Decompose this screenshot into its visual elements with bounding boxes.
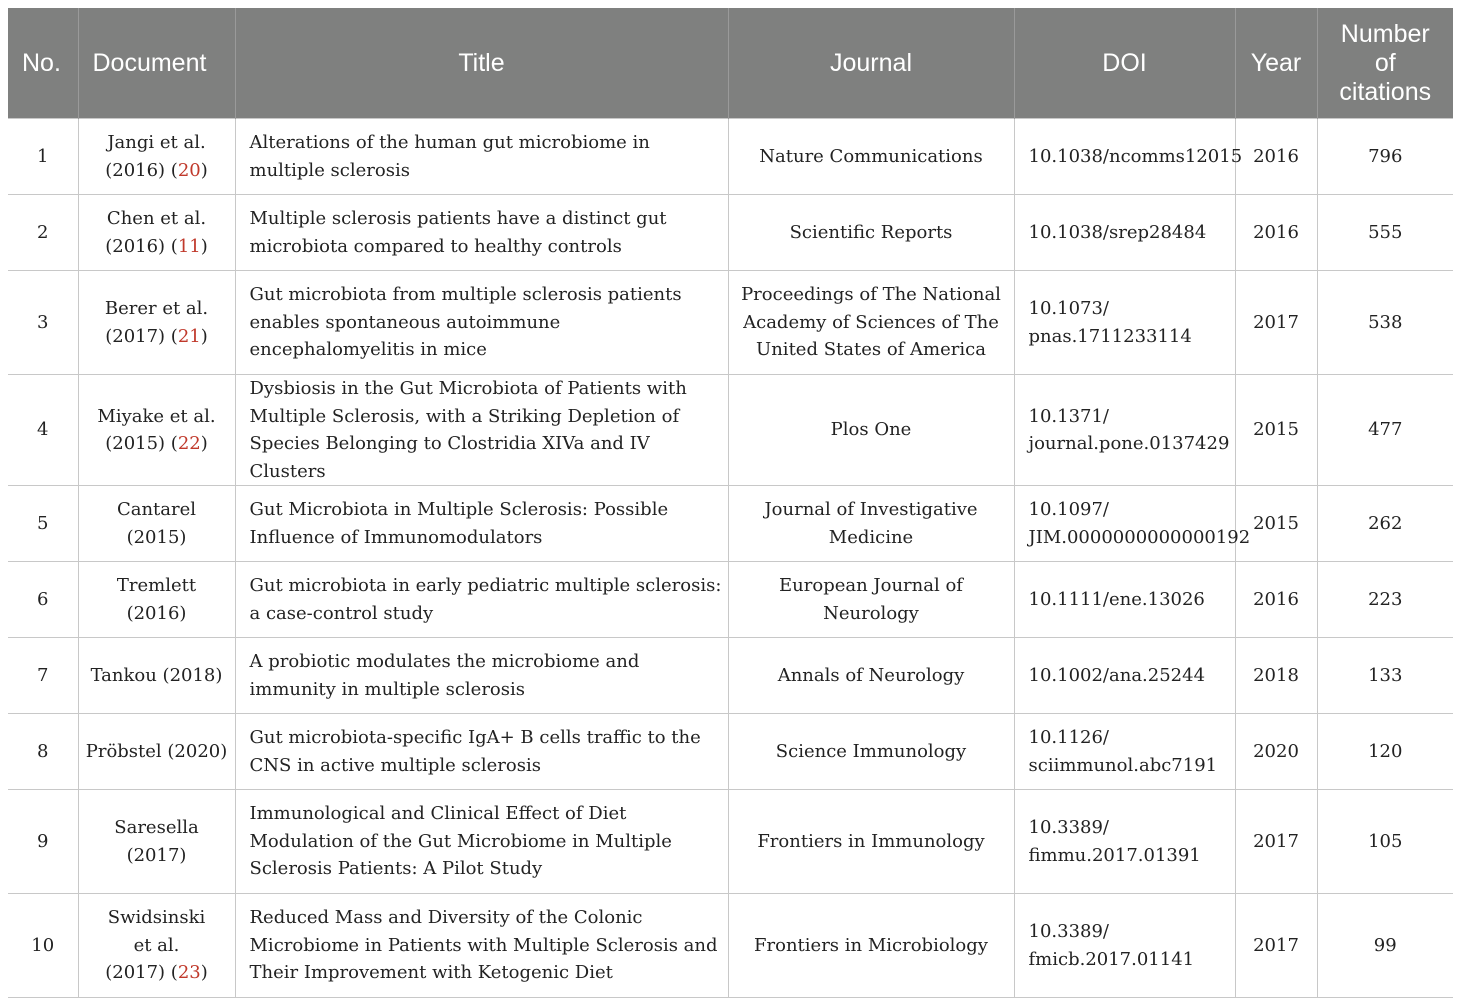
cell-document (78, 790, 235, 894)
document-author: Berer et al. (104, 298, 209, 319)
cell-no: 6 (8, 562, 78, 638)
cell-citations: 133 (1317, 638, 1453, 714)
cell-document: Chen et al. (2016) (11) (78, 195, 235, 271)
cell-year: 2018 (1235, 638, 1317, 714)
cell-title: Immunological and Clinical Effect of Diet Modulation of the Gut Microbiome in Multiple Sclerosis Patients: A Pilot Study (235, 790, 728, 894)
header-document: Document (78, 8, 235, 119)
document-author: Saresella (114, 817, 199, 838)
cell-year: 2015 (1235, 486, 1317, 562)
document-author: Tremlett (116, 575, 197, 596)
cell-citations: 120 (1317, 714, 1453, 790)
cell-journal: Plos One (728, 375, 1014, 486)
cell-doi: 10.1038/srep28484 (1014, 195, 1235, 271)
cell-document (78, 714, 235, 790)
cell-journal: Science Immunology (728, 714, 1014, 790)
cell-doi: 10.1126/ sciimmunol.abc7191 (1014, 714, 1235, 790)
cell-document: Jangi et al. (2016) (20) (78, 119, 235, 195)
header-citations-line3: citations (1339, 77, 1432, 106)
cell-citations: 223 (1317, 562, 1453, 638)
cell-document (78, 562, 235, 638)
cell-journal: Frontiers in Microbiology (728, 894, 1014, 998)
table-row (8, 375, 1453, 486)
cell-no: 7 (8, 638, 78, 714)
document-author: Swidsinski (107, 907, 206, 929)
cell-citations: 555 (1317, 195, 1453, 271)
cell-title: Reduced Mass and Diversity of the Colonic Microbiome in Patients with Multiple Sclerosis and Their Improvement with Ketogenic Diet (235, 894, 728, 998)
document-author-cont: (2016) (105, 235, 166, 257)
reference-link[interactable]: 22 (177, 433, 201, 454)
cell-document (78, 486, 235, 562)
document-author-cont: (2017) (126, 844, 187, 866)
cell-citations: 796 (1317, 119, 1453, 195)
document-author: Jangi et al. (107, 132, 206, 153)
cell-year: 2015 (1235, 375, 1317, 486)
cell-doi: 10.1073/ pnas.1711233114 (1014, 271, 1235, 375)
cell-year: 2016 (1235, 562, 1317, 638)
cell-doi: 10.1038/ncomms12015 (1014, 119, 1235, 195)
cell-no: 3 (8, 271, 78, 375)
cell-title: Alterations of the human gut microbiome in multiple sclerosis (235, 119, 728, 195)
cell-citations: 538 (1317, 271, 1453, 375)
cell-title: Gut Microbiota in Multiple Sclerosis: Possible Influence of Immunomodulators (235, 486, 728, 562)
header-citations-line2: of (1374, 48, 1396, 77)
cell-citations: 477 (1317, 375, 1453, 486)
cell-year: 2016 (1235, 195, 1317, 271)
cell-doi: 10.1371/ journal.pone.0137429 (1014, 375, 1235, 486)
reference-link[interactable]: 23 (177, 962, 201, 984)
cell-doi: 10.1111/ene.13026 (1014, 562, 1235, 638)
citations-table (8, 8, 1453, 998)
cell-journal: Journal of Investigative Medicine (728, 486, 1014, 562)
cell-title: A probiotic modulates the microbiome and immunity in multiple sclerosis (235, 638, 728, 714)
cell-no: 4 (8, 375, 78, 486)
cell-doi: 10.1002/ana.25244 (1014, 638, 1235, 714)
document-author: Miyake et al. (97, 405, 216, 427)
cell-year: 2017 (1235, 790, 1317, 894)
header-no: No. (8, 8, 78, 119)
table-row (8, 119, 1453, 195)
table-row (8, 894, 1453, 998)
table-row (8, 790, 1453, 894)
header-citations-line1: Number (1340, 19, 1430, 48)
document-author: Tankou (2018) (90, 664, 223, 686)
cell-title: Gut microbiota-specific IgA+ B cells traffic to the CNS in active multiple sclerosis (235, 714, 728, 790)
cell-journal: Nature Communications (728, 119, 1014, 195)
cell-document: Berer et al. (2017) (21) (78, 271, 235, 375)
document-author: Cantarel (116, 499, 197, 520)
table-row (8, 714, 1453, 790)
document-author-cont: (2015) (126, 526, 187, 548)
cell-citations: 262 (1317, 486, 1453, 562)
cell-title: Gut microbiota in early pediatric multiple sclerosis: a case-control study (235, 562, 728, 638)
document-author-cont: (2015) (105, 433, 166, 454)
document-author-cont: (2016) (105, 159, 166, 181)
header-journal: Journal (728, 8, 1014, 119)
cell-journal: European Journal of Neurology (728, 562, 1014, 638)
cell-title: Gut microbiota from multiple sclerosis patients enables spontaneous autoimmune encephalomyelitis in mice (235, 271, 728, 375)
cell-year: 2017 (1235, 271, 1317, 375)
cell-year: 2020 (1235, 714, 1317, 790)
cell-no: 1 (8, 119, 78, 195)
cell-no: 10 (8, 894, 78, 998)
cell-citations: 99 (1317, 894, 1453, 998)
document-author-cont: (2017) (105, 325, 166, 347)
table-row (8, 638, 1453, 714)
cell-no: 8 (8, 714, 78, 790)
reference-link[interactable]: 20 (177, 159, 201, 181)
cell-title: Multiple sclerosis patients have a distinct gut microbiota compared to healthy controls (235, 195, 728, 271)
document-author: Chen et al. (106, 208, 207, 229)
cell-year: 2016 (1235, 119, 1317, 195)
reference-link[interactable]: 21 (177, 325, 201, 347)
cell-no: 9 (8, 790, 78, 894)
header-doi: DOI (1014, 8, 1235, 119)
header-year: Year (1235, 8, 1317, 119)
cell-doi: 10.1097/ JIM.0000000000000192 (1014, 486, 1235, 562)
reference-link[interactable]: 11 (177, 235, 201, 257)
cell-year: 2017 (1235, 894, 1317, 998)
cell-journal: Proceedings of The National Academy of Sciences of The United States of America (728, 271, 1014, 375)
cell-journal: Scientific Reports (728, 195, 1014, 271)
document-year: (2017) (105, 962, 166, 984)
cell-journal: Annals of Neurology (728, 638, 1014, 714)
cell-doi: 10.3389/ fmicb.2017.01141 (1014, 894, 1235, 998)
cell-doi: 10.3389/ fimmu.2017.01391 (1014, 790, 1235, 894)
table-row (8, 195, 1453, 271)
cell-no: 5 (8, 486, 78, 562)
cell-document: Swidsinski et al. (2017) (23) (78, 894, 235, 998)
cell-document (78, 638, 235, 714)
header-row (8, 8, 1453, 119)
table-row (8, 486, 1453, 562)
table-row (8, 271, 1453, 375)
cell-journal: Frontiers in Immunology (728, 790, 1014, 894)
document-author-cont: (2016) (126, 602, 187, 624)
document-author-cont: et al. (133, 934, 180, 956)
header-citations (1317, 8, 1453, 119)
cell-no: 2 (8, 195, 78, 271)
header-title: Title (235, 8, 728, 119)
document-author: Pröbstel (2020) (85, 740, 228, 762)
cell-citations: 105 (1317, 790, 1453, 894)
cell-document: Miyake et al. (2015) (22) (78, 375, 235, 486)
cell-title: Dysbiosis in the Gut Microbiota of Patients with Multiple Sclerosis, with a Striking Depletion of Species Belonging to Clostridia XIVa and IV Clusters (235, 375, 728, 486)
table-row (8, 562, 1453, 638)
